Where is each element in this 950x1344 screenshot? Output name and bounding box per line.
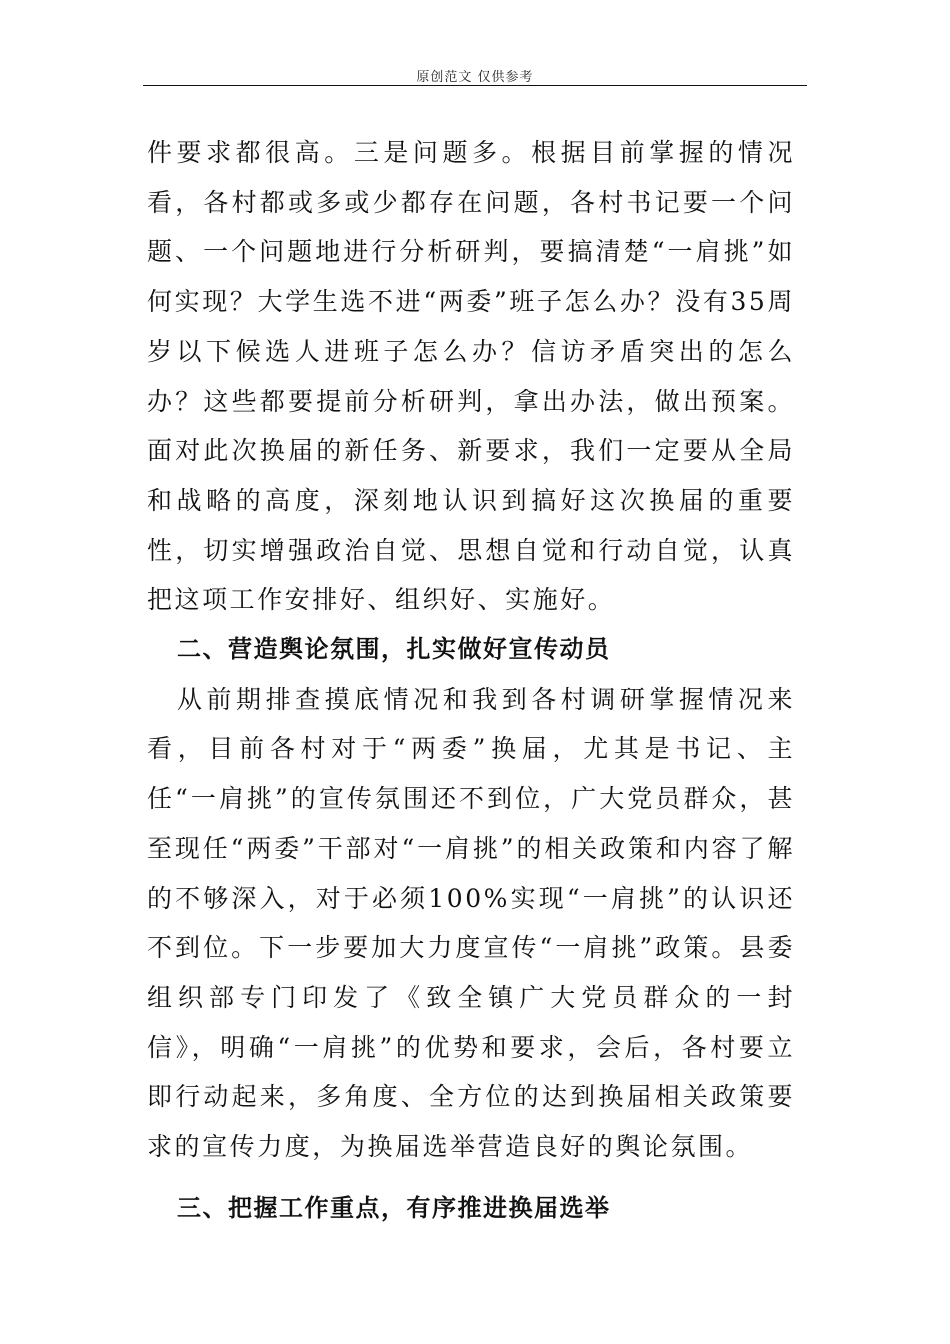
- paragraph-continuation: 件要求都很高。三是问题多。根据目前掌握的情况看，各村都或多或少都存在问题，各村书记要一个问题、一个问题地进行分析研判，要搞清楚“一肩挑”如何实现？大学生选不进“两委”班子怎么办？没有35周岁以下候选人进班子怎么办？信访矛盾突出的怎么办？这些都要提前分析研判，拿出办法，做出预案。面对此次换届的新任务、新要求，我们一定要从全局和战略的高度，深刻地认识到搞好这次换届的重要性，切实增强政治自觉、思想自觉和行动自觉，认真把这项工作安排好、组织好、实施好。: [147, 138, 795, 615]
- header-divider: [143, 85, 807, 86]
- section-heading-3: 三、把握工作重点，有序推进换届选举: [177, 1193, 611, 1222]
- paragraph-publicity: 从前期排查摸底情况和我到各村调研掌握情况来看，目前各村对于“两委”换届，尤其是书记、主任“一肩挑”的宣传氛围还不到位，广大党员群众，甚至现任“两委”干部对“一肩挑”的相关政策和内容了解的不够深入，对于必须100%实现“一肩挑”的认识还不到位。下一步要加大力度宣传“一肩挑”政策。县委组织部专门印发了《致全镇广大党员群众的一封信》，明确“一肩挑”的优势和要求，会后，各村要立即行动起来，多角度、全方位的达到换届相关政策要求的宣传力度，为换届选举营造良好的舆论氛围。: [147, 684, 795, 1162]
- document-body: [147, 128, 795, 1233]
- page-header: 原创范文 仅供参考: [416, 70, 534, 85]
- section-heading-2: 二、营造舆论氛围，扎实做好宣传动员: [177, 635, 611, 664]
